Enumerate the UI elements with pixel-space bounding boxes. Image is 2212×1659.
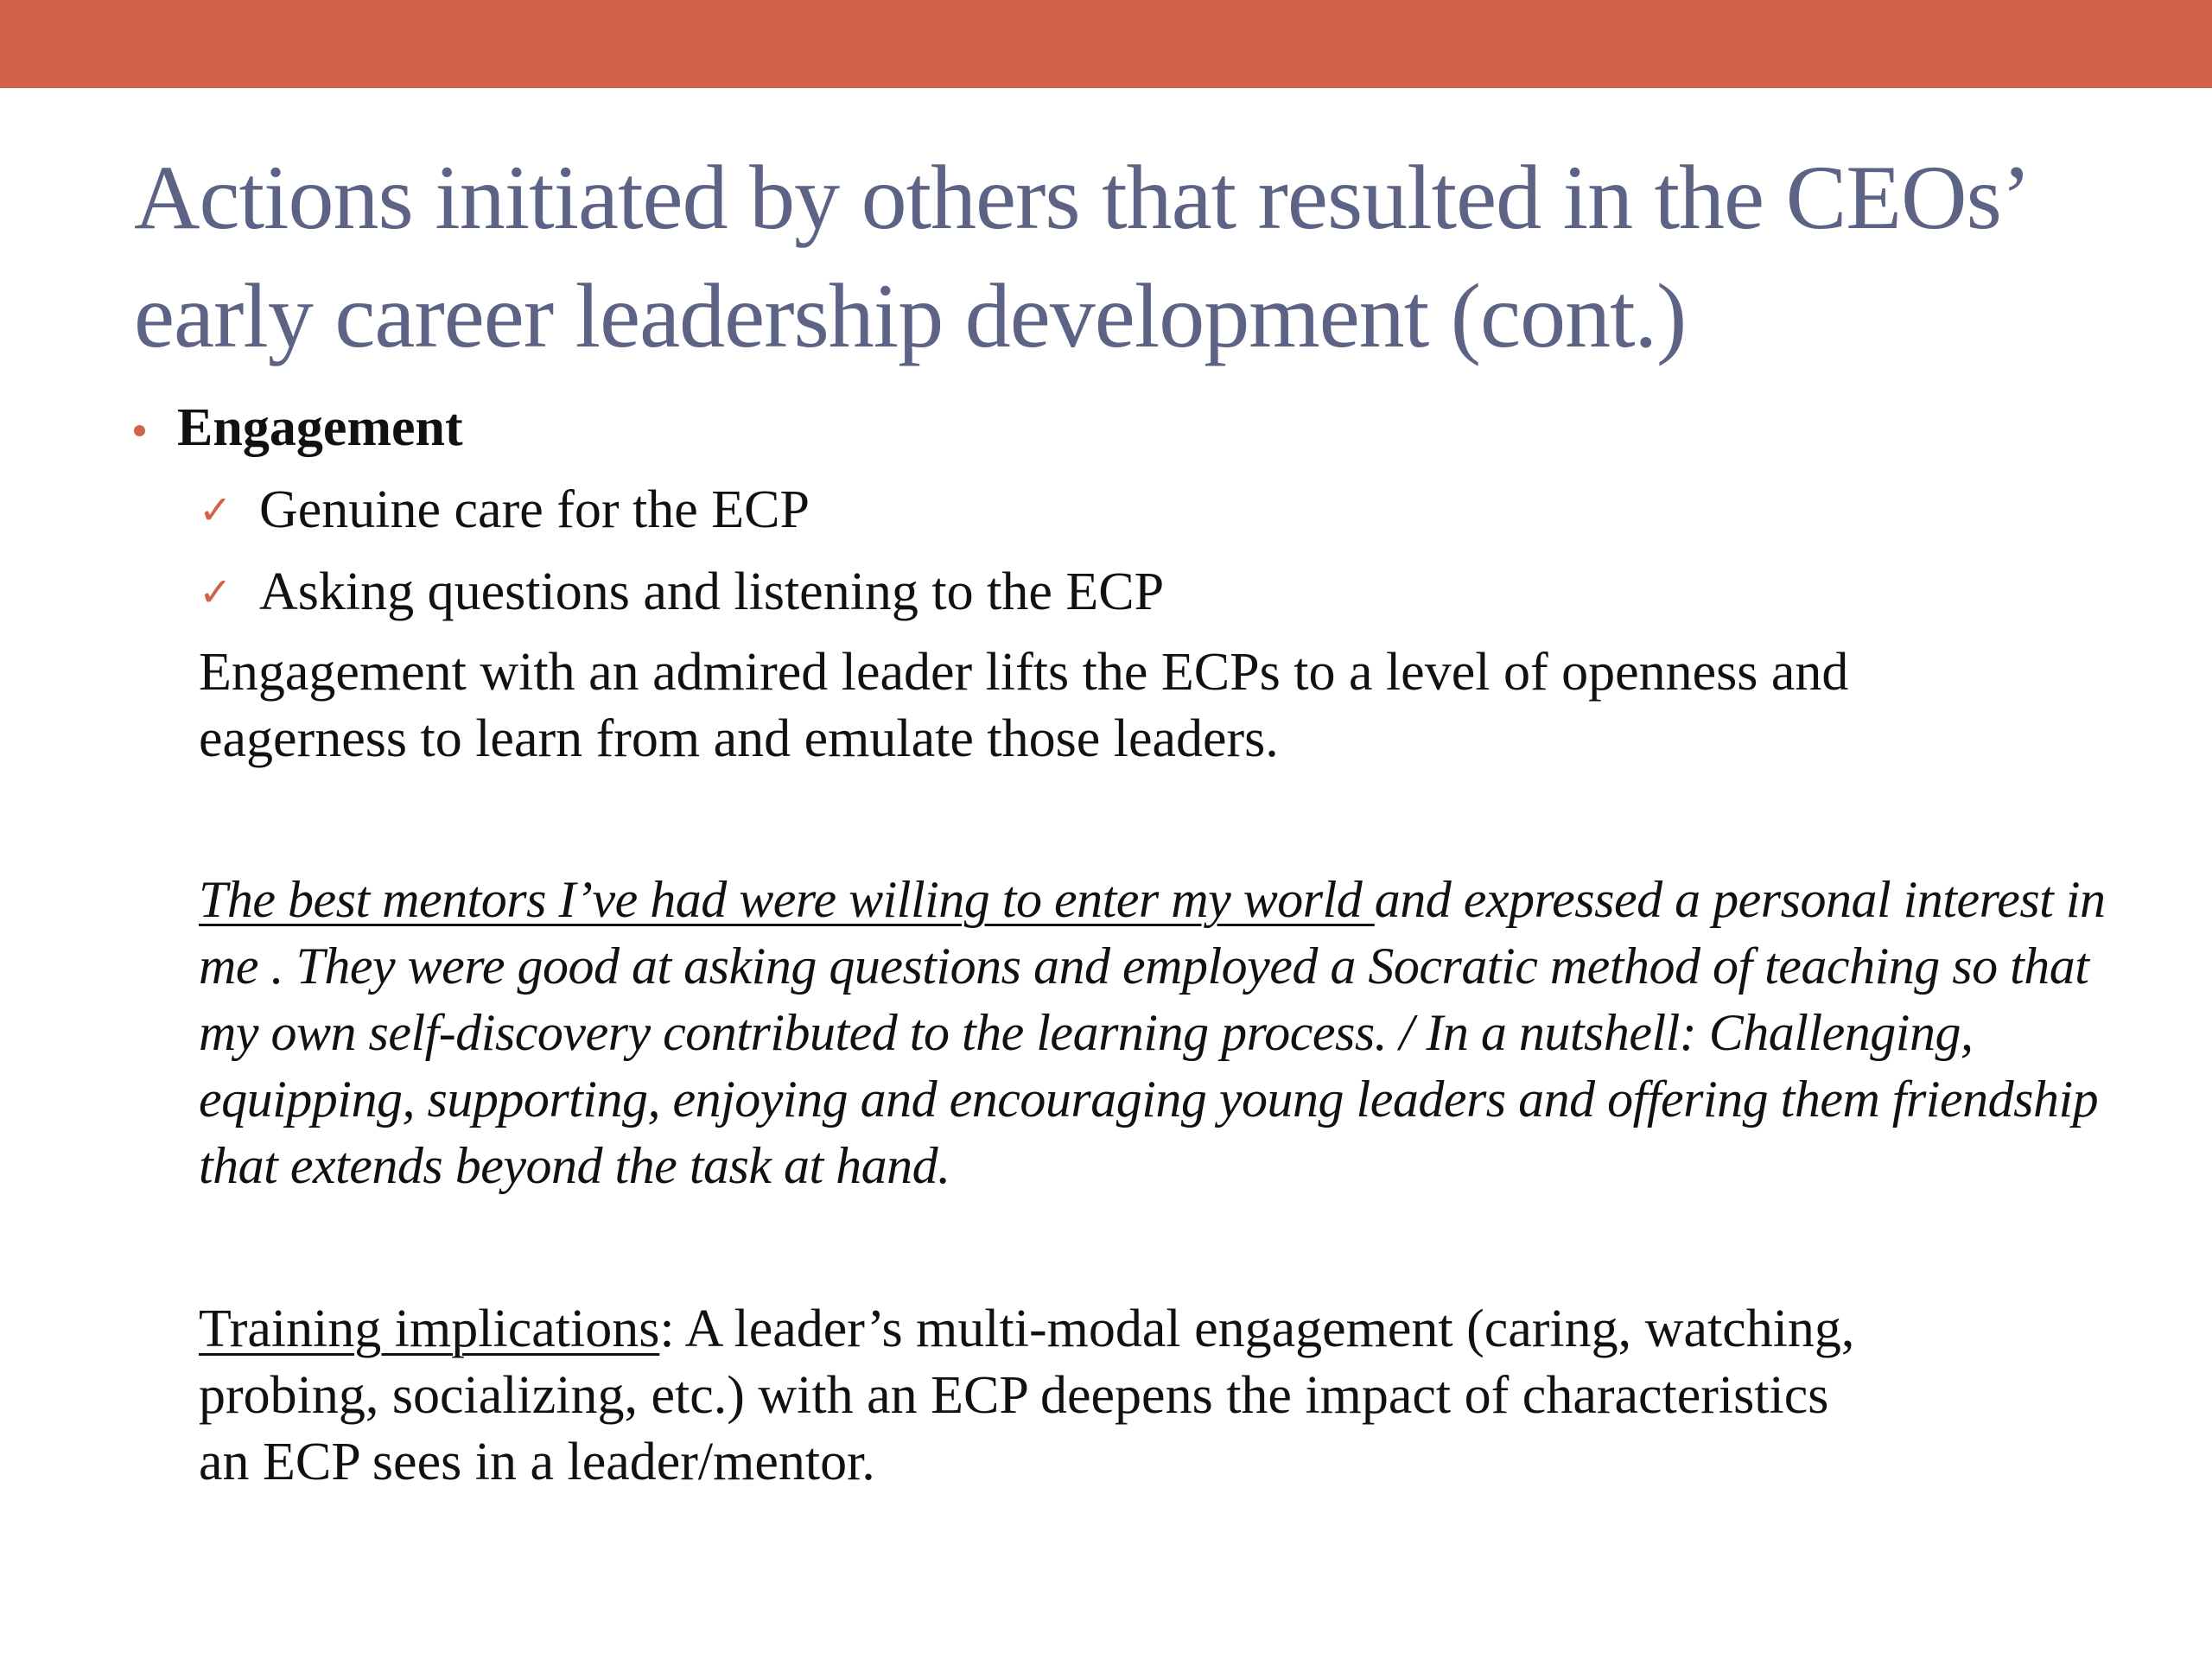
quote-underlined-lead: The best mentors I’ve had were willing to enter my world: [199, 871, 1375, 928]
training-line: probing, socializing, etc.) with an ECP deepens the impact of characteristics: [199, 1366, 1829, 1425]
checkmark-icon: ✓: [199, 486, 232, 533]
summary-line: eagerness to learn from and emulate those leaders.: [199, 709, 1279, 768]
summary-line: Engagement with an admired leader lifts the ECPs to a level of openness and: [199, 643, 1849, 702]
check-item-label: Genuine care for the ECP: [259, 480, 810, 539]
mentor-quote: [199, 867, 2117, 1199]
quote-line: [199, 867, 2117, 933]
check-item: [199, 557, 1164, 626]
training-implications: [199, 1296, 2100, 1496]
quote-line: that extends beyond the task at hand.: [199, 1137, 950, 1194]
training-line: [199, 1296, 2100, 1363]
bullet-dot-icon: [134, 425, 145, 436]
quote-line: me . They were good at asking questions and employed a Socratic method of teaching so that: [199, 938, 2089, 995]
slide-title-line: early career leadership development (cont.): [134, 265, 1687, 366]
training-line: an ECP sees in a leader/mentor.: [199, 1433, 875, 1491]
training-label: Training implications: [199, 1300, 660, 1358]
engagement-summary: [199, 639, 2100, 772]
training-line-rest: : A leader’s multi-modal engagement (caring, watching,: [659, 1300, 1855, 1358]
check-item-label: Asking questions and listening to the ECP: [259, 563, 1165, 621]
quote-line-rest: and expressed a personal interest in: [1374, 871, 2106, 928]
check-item: [199, 475, 810, 544]
bullet-item-engagement: [134, 393, 463, 462]
checkmark-icon: ✓: [199, 569, 232, 615]
slide-title-line: Actions initiated by others that resulted in the CEOs’: [134, 147, 2031, 248]
quote-line: equipping, supporting, enjoying and encouraging young leaders and offering them friendship: [199, 1071, 2099, 1128]
bullet-label: Engagement: [177, 398, 463, 457]
quote-line: my own self-discovery contributed to the learning process. / In a nutshell: Challenging,: [199, 1004, 1974, 1061]
